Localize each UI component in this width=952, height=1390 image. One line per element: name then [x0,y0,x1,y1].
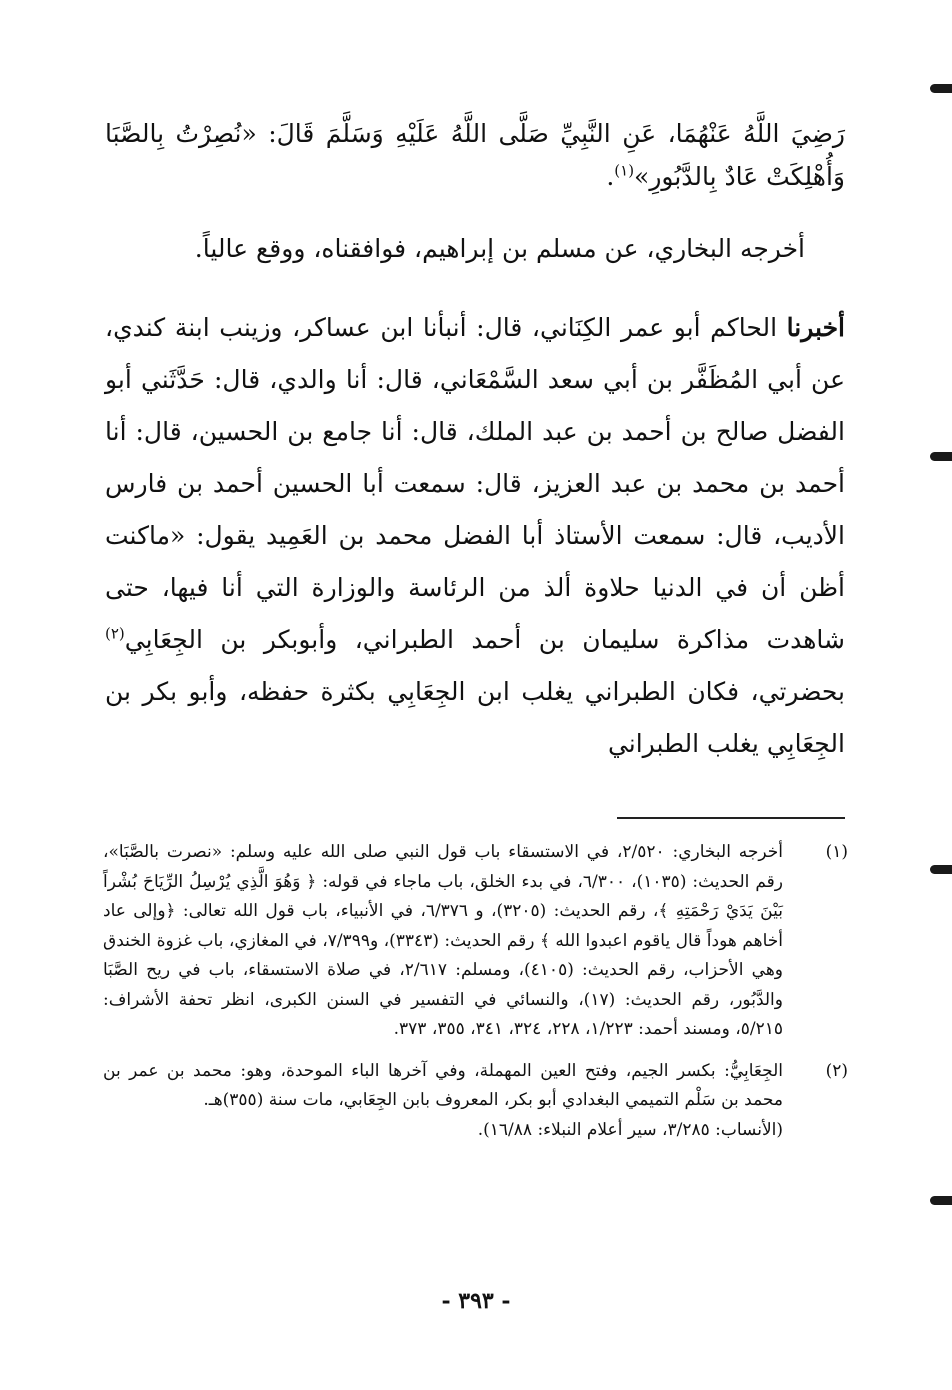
chain-text: الحاكم أبو عمر الكِنَاني، قال: أنبأنا ابن عساكر، وزينب ابنة كندي، عن أبي المُظَفَّر بن أبي سعد السَّمْعَاني، قال: أنا والدي، قال: حَدَّثَني أبو الفضل صالح بن أحمد بن عبد الملك، قال: أنا جامع بن الحسين، قال: أنا أحمد بن محمد بن عبد العزيز، قال: سمعت أبا الحسين أحمد بن فارس الأديب، قال: سمعت الأستاذ أبا الفضل محمد بن العَمِيد يقول: «ماكنت أظن أن في الدنيا حلاوة ألذ من الرئاسة والوزارة التي أنا فيها، حتى شاهدت مذاكرة سليمان بن أحمد الطبراني، وأبوبكر بن الجِعَابِي [105,313,845,654]
footnotes-section [103,838,848,1145]
main-text [105,112,845,770]
chain-paragraph [105,302,845,770]
hadith-text: رَضِيَ اللَّهُ عَنْهُمَا، عَنِ النَّبِيِّ صَلَّى اللَّهُ عَلَيْهِ وَسَلَّمَ قَالَ: «نُصِرْتُ بِالصَّبَا وَأُهْلِكَتْ عَادٌ بِالدَّبُورِ» [105,119,845,191]
footnote-2 [103,1057,848,1146]
footnote-separator [617,817,845,819]
footnote-number: (١) [825,842,848,862]
footnote-1 [103,838,848,1045]
scan-edge-mark [930,1196,952,1205]
scan-edge-mark [930,865,952,874]
chain-lead-word: أخبرنا [786,313,845,342]
takhrij-paragraph: أخرجه البخاري، عن مسلم بن إبراهيم، فوافقناه، ووقع عالياً. [194,234,805,263]
hadith-end: . [606,162,615,191]
scan-edge-mark [930,84,952,93]
footnote-text: الجِعَابِيُّ: بكسر الجيم، وفتح العين المهملة، وفي آخرها الباء الموحدة، وهو: محمد بن عمر بن محمد بن سَلْم التميمي البغدادي أبو بكر، المعروف بابن الجِعَابي، مات سنة (٣٥٥)هـ. [103,1060,783,1110]
footnote-text: أخرجه البخاري: ٢/٥٢٠، في الاستسقاء باب قول النبي صلى الله عليه وسلم: «نصرت بالصَّبَا»، رقم الحديث: (١٠٣٥)، ٦/٣٠٠، في بدء الخلق، باب ماجاء في قوله: ﴿ وَهُوَ الَّذِي يُرْسِلُ الرِّيَاحَ بُشْراً بَيْنَ يَدَيْ رَحْمَتِهِ ﴾، رقم الحديث: (٣٢٠٥)، و ٦/٣٧٦، في الأنبياء، باب قول الله تعالى: ﴿وإلى عاد أخاهم هوداً قال ياقوم اعبدوا الله ﴾ رقم الحديث: (٣٣٤٣)، و٧/٣٩٩، في المغازي، باب غزوة الخندق وهي الأحزاب، رقم الحديث: (٤١٠٥)، ومسلم: ٢/٦١٧، في صلاة الاستسقاء، باب في ريح الصَّبَا والدَّبُور، رقم الحديث: (١٧)، والنسائي في التفسير في السنن الكبرى، انظر تحفة الأشراف: ٥/٢١٥، ومسند أحمد: ١/٢٢٣، ٢٢٨، ٣٢٤، ٣٤١، ٣٥٥، ٣٧٣. [103,842,784,1039]
hadith-paragraph [105,112,845,198]
scan-edge-mark [930,452,952,461]
footnote-number: (٢) [825,1060,848,1081]
footnote-source: (الأنساب: ٣/٢٨٥، سير أعلام النبلاء: ١٦/٨٨). [477,1119,783,1140]
footnote-ref-1[interactable]: (١) [614,161,635,180]
chain-text-continued: بحضرتي، فكان الطبراني يغلب ابن الجِعَابِي بكثرة حفظه، وأبو بكر بن الجِعَابِي يغلب الطبراني [105,677,845,758]
page-number: - ٣٩٣ - [441,1288,511,1314]
footnote-ref-2[interactable]: (٢) [105,624,125,643]
